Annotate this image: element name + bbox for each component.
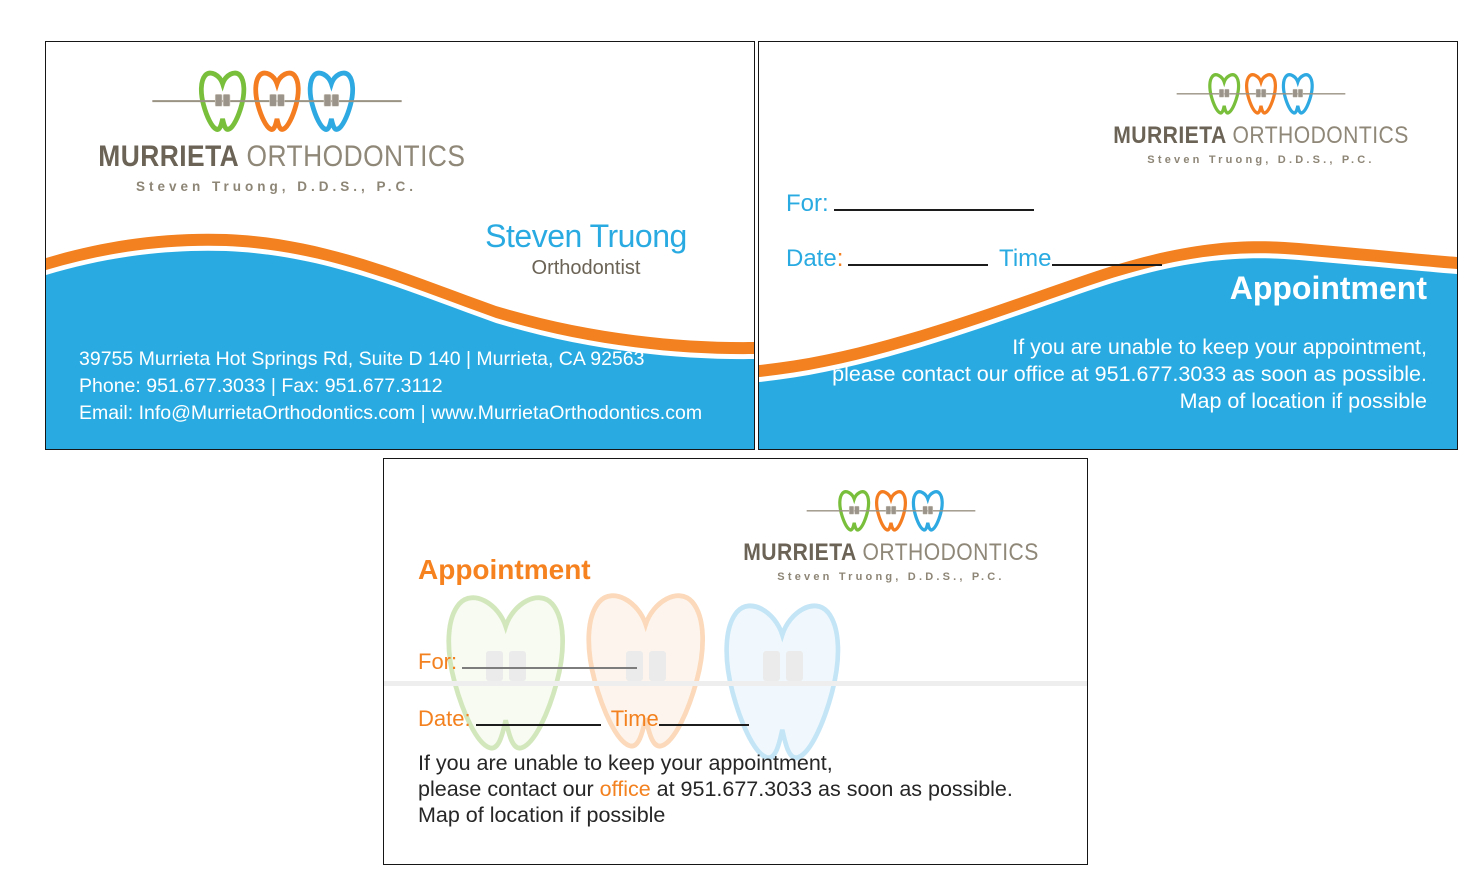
appointment-title: Appointment [418, 554, 591, 585]
logo-name-primary: MURRIETA [1113, 122, 1227, 149]
date-label: Date [786, 244, 837, 272]
for-field [786, 186, 1034, 218]
logo-name-primary: MURRIETA [98, 140, 240, 173]
logo-name-primary: MURRIETA [743, 539, 857, 566]
logo-name [741, 539, 1040, 567]
date-label: Date: [418, 705, 471, 731]
date-time-field [786, 241, 1162, 273]
person-name: Steven Truong [485, 218, 687, 254]
note-line: Map of location if possible [418, 803, 666, 827]
time-blank-line [659, 703, 749, 726]
logo-subtitle: Steven Truong, D.D.S., P.C. [777, 571, 1005, 583]
contact-address: 39755 Murrieta Hot Springs Rd, Suite D 140 | Murrieta, CA 92563 [79, 348, 645, 370]
note-line: Map of location if possible [1179, 389, 1427, 413]
time-blank-line [1052, 241, 1162, 266]
logo-subtitle: Steven Truong, D.D.S., P.C. [135, 179, 418, 194]
logo [1091, 70, 1431, 166]
business-card-back [758, 41, 1458, 450]
contact-email-web: Email: Info@MurrietaOrthodontics.com | www.MurrietaOrthodontics.com [79, 402, 703, 424]
person-title: Orthodontist [531, 257, 641, 279]
logo-subtitle: Steven Truong, D.D.S., P.C. [1147, 154, 1375, 166]
note-line: If you are unable to keep your appointment, [1012, 335, 1427, 359]
contact-phone-fax: Phone: 951.677.3033 | Fax: 951.677.3112 [79, 375, 443, 397]
logo [721, 487, 1061, 583]
for-blank-line [834, 186, 1034, 211]
for-blank-line [462, 646, 637, 669]
appointment-title: Appointment [1229, 270, 1427, 306]
contact-block [79, 346, 702, 427]
teeth-braces-icon [1176, 70, 1346, 116]
note-line: please contact our office at 951.677.3033 as soon as possible. [832, 362, 1427, 386]
note-line2-pre: please contact our [418, 777, 600, 801]
logo-name-secondary: ORTHODONTICS [862, 539, 1039, 566]
date-time-field [418, 703, 749, 732]
for-field [418, 646, 637, 675]
time-label: Time [610, 705, 659, 731]
divider-line [384, 681, 1087, 686]
logo-name-secondary: ORTHODONTICS [246, 140, 466, 173]
for-label: For: [786, 189, 829, 217]
note-line2-office: office [599, 777, 651, 801]
person-block [461, 218, 711, 280]
note-line [418, 776, 1038, 802]
business-card-front [45, 41, 755, 450]
note-line2-post: at 951.677.3033 as soon as possible. [650, 777, 1013, 801]
teeth-braces-icon [806, 487, 976, 533]
note-line: If you are unable to keep your appointment, [418, 751, 833, 775]
note-block [418, 750, 1038, 828]
date-blank-line [476, 703, 601, 726]
note-block [787, 334, 1427, 415]
date-colon: : [836, 244, 844, 272]
appointment-card-alt [383, 458, 1088, 865]
date-blank-line [848, 241, 988, 266]
logo-name [98, 140, 466, 174]
time-label: Time [999, 244, 1052, 272]
logo [74, 66, 479, 194]
teeth-braces-icon [152, 66, 402, 134]
logo-name-secondary: ORTHODONTICS [1232, 122, 1409, 149]
logo-name [1111, 122, 1410, 150]
for-label: For: [418, 648, 458, 674]
